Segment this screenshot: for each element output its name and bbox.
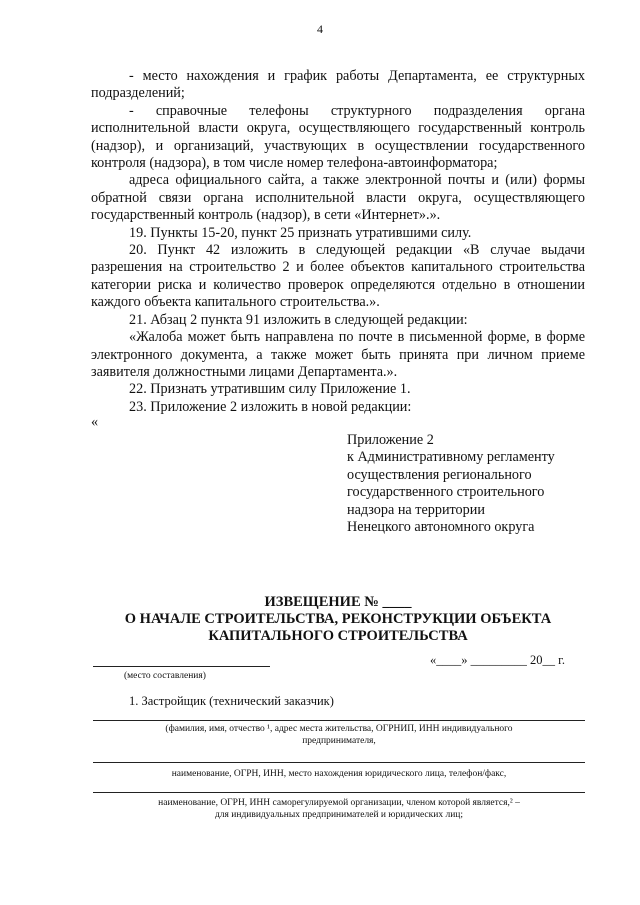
body-text xyxy=(91,68,585,416)
open-quote: « xyxy=(91,414,99,430)
paragraph-21-quote: «Жалоба может быть направлена по почте в письменной форме, в форме электронного документа, а также может быть принята при личном приеме заявителя должностными лицами Департамента.». xyxy=(91,329,585,380)
paragraph-location: - место нахождения и график работы Департамента, ее структурных подразделений; xyxy=(91,68,585,102)
paragraph-website: адреса официального сайта, а также электронной почты и (или) формы обратной связи органа исполнительной власти округа, осуществляющего государственный контроль (надзор), в сети «Интернет».». xyxy=(91,172,585,224)
developer-line-3 xyxy=(93,792,585,793)
date-field: «____» _________ 20__ г. xyxy=(430,653,565,667)
page-number: 4 xyxy=(317,22,323,36)
form-subtitle-1: О НАЧАЛЕ СТРОИТЕЛЬСТВА, РЕКОНСТРУКЦИИ ОБЪЕКТА xyxy=(124,611,552,627)
form-title: ИЗВЕЩЕНИЕ № ____ xyxy=(264,594,412,610)
appendix-header xyxy=(347,432,555,536)
caption-3 xyxy=(93,797,585,821)
appendix-line: к Административному регламенту xyxy=(347,449,555,466)
caption-1 xyxy=(93,723,585,747)
paragraph-23: 23. Приложение 2 изложить в новой редакции: xyxy=(129,398,412,415)
caption-1-line-2: предпринимателя, xyxy=(302,736,376,746)
place-caption: (место составления) xyxy=(124,671,206,681)
developer-line-2 xyxy=(93,762,585,763)
paragraph-21: 21. Абзац 2 пункта 91 изложить в следующей редакции: xyxy=(129,311,468,328)
caption-3-line-2: для индивидуальных предпринимателей и юридических лиц; xyxy=(214,810,464,820)
paragraph-19: 19. Пункты 15-20, пункт 25 признать утратившими силу. xyxy=(129,224,472,241)
caption-2: наименование, ОГРН, ИНН, место нахождения юридического лица, телефон/факс, xyxy=(171,769,507,779)
place-line xyxy=(93,666,270,667)
paragraph-22: 22. Признать утратившим силу Приложение 1. xyxy=(129,381,411,398)
developer-line-1 xyxy=(93,720,585,721)
caption-3-line-1: наименование, ОГРН, ИНН саморегулируемой организации, членом которой является,² – xyxy=(158,798,520,808)
item-developer: 1. Застройщик (технический заказчик) xyxy=(129,694,334,708)
appendix-line: надзора на территории xyxy=(347,501,485,518)
appendix-line: осуществления регионального xyxy=(347,466,532,483)
paragraph-phones: - справочные телефоны структурного подразделения органа исполнительной власти округа, осуществляющего государственный контроль (надзор), и организаций, участвующих в осуществлении государственного контроля (надзора), в том числе номер телефона-автоинформатора; xyxy=(91,102,585,172)
caption-1-line-1: (фамилия, имя, отчество ¹, адрес места жительства, ОГРНИП, ИНН индивидуального xyxy=(165,724,513,734)
paragraph-20: 20. Пункт 42 изложить в следующей редакции «В случае выдачи разрешения на строительство 2 и более объектов капитального строительства категории риска и количество проверок определяются отдельно в отношении каждого объекта капитального строительства.». xyxy=(91,242,585,311)
form-subtitle-2: КАПИТАЛЬНОГО СТРОИТЕЛЬСТВА xyxy=(208,628,468,644)
appendix-line: государственного строительного xyxy=(347,484,545,501)
appendix-line: Ненецкого автономного округа xyxy=(347,519,535,536)
appendix-line: Приложение 2 xyxy=(347,432,434,448)
